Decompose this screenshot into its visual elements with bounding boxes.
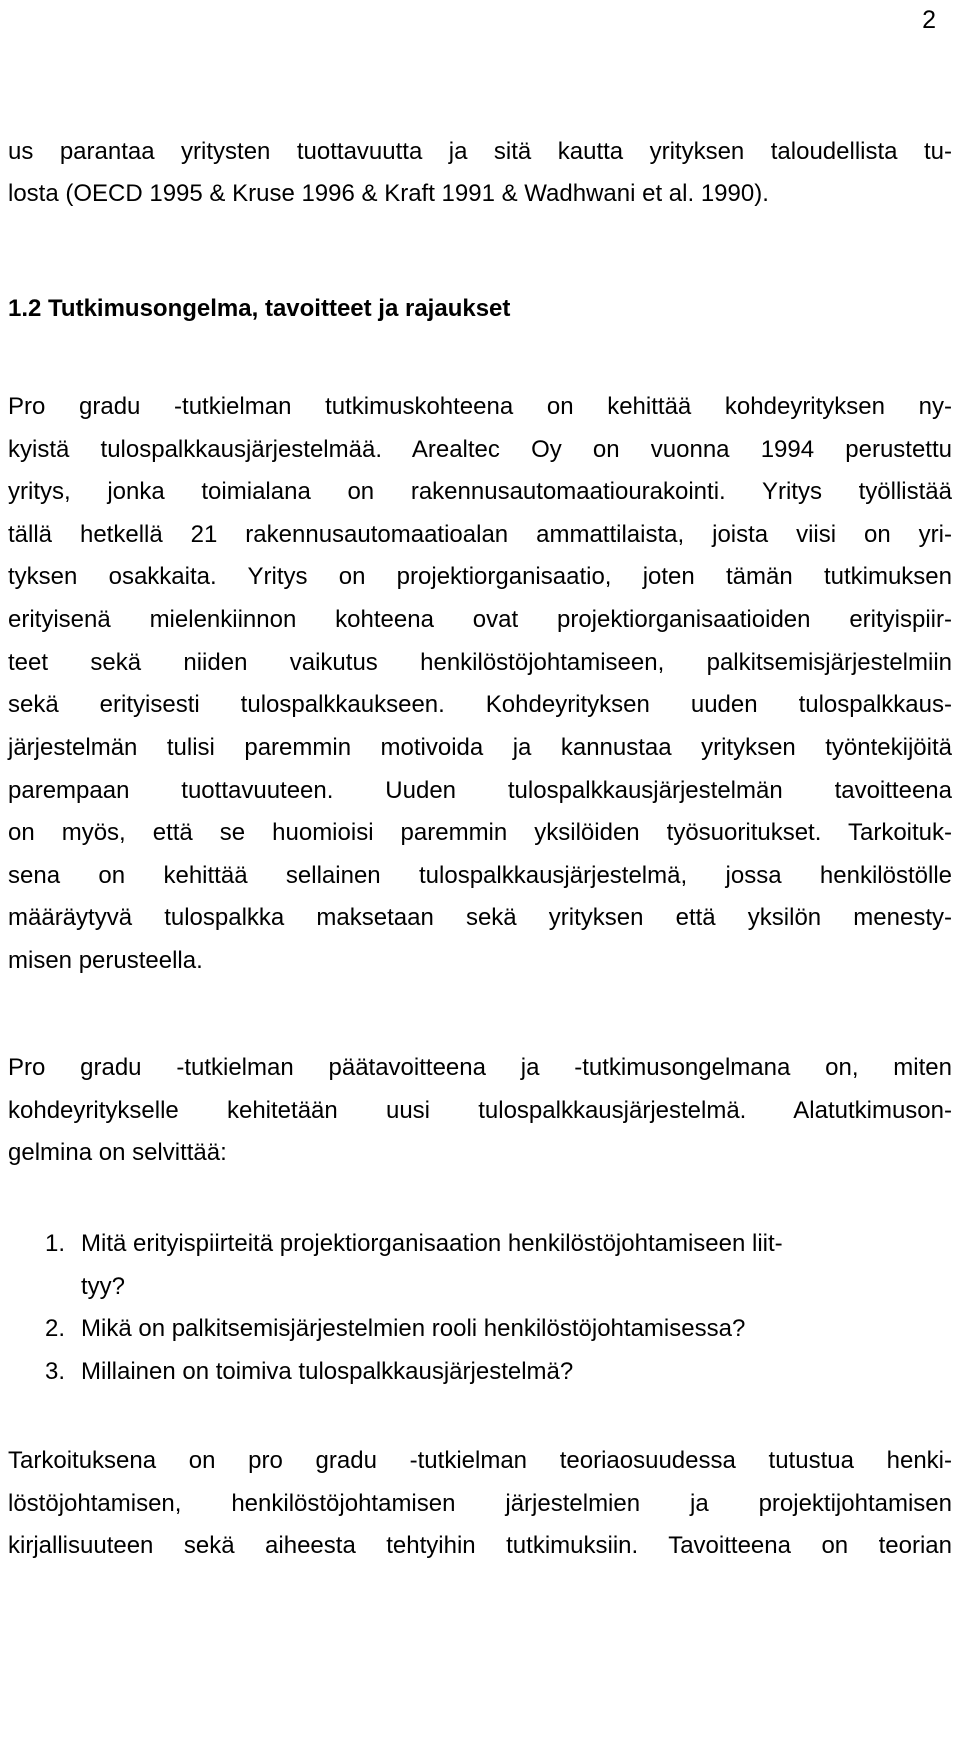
paragraph-line: kirjallisuuteen sekä aiheesta tehtyihin tutkimuksiin. Tavoitteena on teorian [8,1532,952,1559]
list-item-number: 1. [45,1230,66,1257]
section-heading: 1.2 Tutkimusongelma, tavoitteet ja rajaukset [8,295,511,322]
paragraph-line: yritys, jonka toimialana on rakennusautomaatiourakointi. Yritys työllistää [8,478,952,505]
paragraph-line: gelmina on selvittää: [8,1139,227,1166]
paragraph-line: järjestelmän tulisi paremmin motivoida ja kannustaa yrityksen työntekijöitä [8,734,952,761]
list-item-text: Mikä on palkitsemisjärjestelmien rooli henkilöstöjohtamisessa? [81,1315,746,1342]
paragraph-line: misen perusteella. [8,947,203,974]
page-number: 2 [922,6,936,34]
paragraph-line: Pro gradu -tutkielman tutkimuskohteena on kehittää kohdeyrityksen ny- [8,393,952,420]
list-item-text: Mitä erityispiirteitä projektiorganisaation henkilöstöjohtamiseen liit- [81,1230,783,1257]
intro-line: us parantaa yritysten tuottavuutta ja sitä kautta yrityksen taloudellista tu- [8,138,952,165]
paragraph-line: tällä hetkellä 21 rakennusautomaatioalan ammattilaista, joista viisi on yri- [8,521,952,548]
paragraph-line: Tarkoituksena on pro gradu -tutkielman teoriaosuudessa tutustua henki- [8,1447,952,1474]
paragraph-line: löstöjohtamisen, henkilöstöjohtamisen järjestelmien ja projektijohtamisen [8,1490,952,1517]
paragraph-line: määräytyvä tulospalkka maksetaan sekä yrityksen että yksilön menesty- [8,904,952,931]
paragraph-line: parempaan tuottavuuteen. Uuden tulospalkkausjärjestelmän tavoitteena [8,777,952,804]
list-item-text: Millainen on toimiva tulospalkkausjärjestelmä? [81,1358,574,1385]
paragraph-line: kyistä tulospalkkausjärjestelmää. Arealtec Oy on vuonna 1994 perustettu [8,436,952,463]
paragraph-line: teet sekä niiden vaikutus henkilöstöjohtamiseen, palkitsemisjärjestelmiin [8,649,952,676]
paragraph-line: erityisenä mielenkiinnon kohteena ovat projektiorganisaatioiden erityispiir- [8,606,952,633]
paragraph-line: tyksen osakkaita. Yritys on projektiorganisaatio, joten tämän tutkimuksen [8,563,952,590]
list-item-number: 3. [45,1358,66,1385]
paragraph-line: sena on kehittää sellainen tulospalkkausjärjestelmä, jossa henkilöstölle [8,862,952,889]
paragraph-line: kohdeyritykselle kehitetään uusi tulospalkkausjärjestelmä. Alatutkimuson- [8,1097,952,1124]
list-item-number: 2. [45,1315,66,1342]
intro-line: losta (OECD 1995 & Kruse 1996 & Kraft 1991 & Wadhwani et al. 1990). [8,180,769,207]
paragraph-line: Pro gradu -tutkielman päätavoitteena ja -tutkimusongelmana on, miten [8,1054,952,1081]
paragraph-line: sekä erityisesti tulospalkkaukseen. Kohdeyrityksen uuden tulospalkkaus- [8,691,952,718]
list-item-text: tyy? [81,1273,126,1300]
paragraph-line: on myös, että se huomioisi paremmin yksilöiden työsuoritukset. Tarkoituk- [8,819,952,846]
